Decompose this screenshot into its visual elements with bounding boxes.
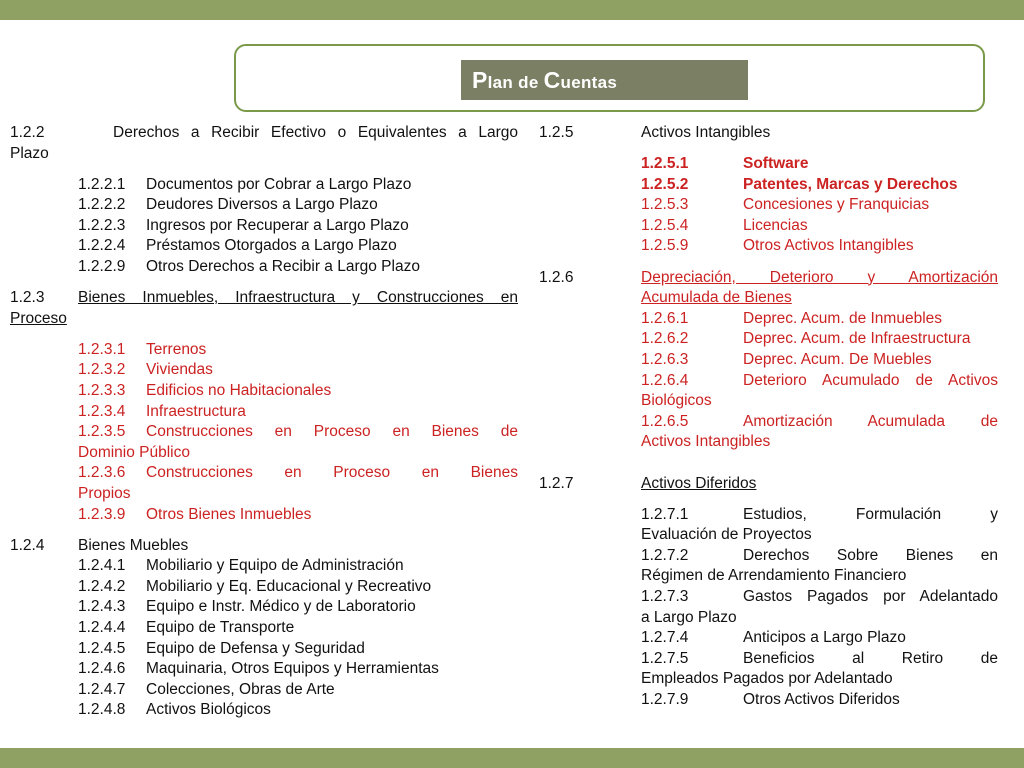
list-item: 1.2.6.3 Deprec. Acum. De Muebles xyxy=(641,350,932,368)
section-1-2-2-heading: 1.2.2 Derechos a Recibir Efectivo o Equivalentes a Largo xyxy=(10,124,518,141)
list-item: 1.2.4.6 Maquinaria, Otros Equipos y Herramientas xyxy=(78,660,439,678)
list-item: 1.2.3.9 Otros Bienes Inmuebles xyxy=(78,505,312,523)
list-item: 1.2.5.3 Concesiones y Franquicias xyxy=(641,196,930,214)
list-item: 1.2.3.3 Edificios no Habitacionales xyxy=(78,382,332,400)
section-1-2-3-heading: 1.2.3 Bienes Inmuebles, Infraestructura y Construcciones en xyxy=(10,289,518,307)
list-item: 1.2.4.1 Mobiliario y Equipo de Administración xyxy=(78,557,404,575)
section-1-2-4-heading: 1.2.4 Bienes Muebles xyxy=(10,536,189,554)
list-item: 1.2.7.3 Gastos Pagados por Adelantado xyxy=(641,587,998,605)
list-item: 1.2.6.5 Amortización Acumulada de xyxy=(641,412,998,430)
list-item: 1.2.5.2 Patentes, Marcas y Derechos xyxy=(641,175,958,193)
list-item: 1.2.4.5 Equipo de Defensa y Seguridad xyxy=(78,639,365,657)
list-item: 1.2.3.6 Construcciones en Proceso en Bienes xyxy=(78,464,518,482)
left-column: 1.2.2 Derechos a Recibir Efectivo o Equivalentes a Largo Plazo 1.2.2.1 Documentos por Cobrar a Largo Plazo 1.2.2.2 Deudores Diversos a Largo Plazo 1.2.2.3 Ingresos por Recuperar a Largo Plazo 1.2.2.4 Préstamos Otorgados a Largo Plazo 1.2.2.9 Otros Derechos a Recibir a Largo Plazo 1.2.3 Bienes Inmuebles, Infraestructura y Construcciones en Proceso 1.2.3.1 Terrenos 1.2.3.2 Viviendas 1.2.3.3 Edificios no Habitacionales 1.2.3.4 Infraestructura 1.2.3.5 Construcciones en Proceso en Bienes de Dominio Público 1.2.3.6 Construcciones en Proceso en Bienes Propios 1.2.3.9 Otros Bienes Inmuebles 1.2.4 Bienes Muebles 1.2.4.1 Mobiliario y Equipo de Administración 1.2.4.2 Mobiliario y Eq. Educacional y Recreativo 1.2.4.3 Equipo e Instr. Médico y de Laboratorio 1.2.4.4 Equipo de Transporte 1.2.4.5 Equipo de Defensa y Seguridad 1.2.4.6 Maquinaria, Otros Equipos y Herramientas 1.2.4.7 Colecciones, Obras de Arte 1.2.4.8 Activos Biológicos xyxy=(10,123,518,721)
list-item: 1.2.7.2 Derechos Sobre Bienes en xyxy=(641,546,998,564)
list-item: 1.2.7.9 Otros Activos Diferidos xyxy=(641,690,900,708)
section-1-2-6-heading: 1.2.6 Depreciación, Deterioro y Amortización xyxy=(539,268,998,286)
list-item: 1.2.7.1 Estudios, Formulación y xyxy=(641,505,998,523)
list-item: 1.2.4.7 Colecciones, Obras de Arte xyxy=(78,680,335,698)
list-item: 1.2.3.5 Construcciones en Proceso en Bienes de xyxy=(78,423,518,441)
list-item: 1.2.6.4 Deterioro Acumulado de Activos xyxy=(641,371,998,389)
page-title: Plan de Cuentas xyxy=(461,60,748,100)
list-item: 1.2.4.4 Equipo de Transporte xyxy=(78,619,295,637)
list-item: 1.2.4.3 Equipo e Instr. Médico y de Laboratorio xyxy=(78,598,416,616)
bottom-band xyxy=(0,748,1024,768)
list-item: 1.2.3.1 Terrenos xyxy=(78,340,207,358)
list-item: 1.2.2.1 Documentos por Cobrar a Largo Plazo xyxy=(78,175,412,193)
list-item: 1.2.2.4 Préstamos Otorgados a Largo Plazo xyxy=(78,237,397,255)
list-item: 1.2.5.9 Otros Activos Intangibles xyxy=(641,237,914,255)
list-item: 1.2.2.2 Deudores Diversos a Largo Plazo xyxy=(78,196,378,214)
list-item: 1.2.4.8 Activos Biológicos xyxy=(78,701,271,719)
list-item: 1.2.5.1 Software xyxy=(641,155,809,173)
list-item: 1.2.2.9 Otros Derechos a Recibir a Largo Plazo xyxy=(78,258,420,276)
list-item: 1.2.5.4 Licencias xyxy=(641,216,808,234)
list-item: 1.2.7.4 Anticipos a Largo Plazo xyxy=(641,629,906,647)
list-item: 1.2.2.3 Ingresos por Recuperar a Largo Plazo xyxy=(78,216,409,234)
top-band xyxy=(0,0,1024,20)
list-item: 1.2.6.1 Deprec. Acum. de Inmuebles xyxy=(641,309,943,327)
section-1-2-5-heading: 1.2.5 Activos Intangibles xyxy=(539,124,771,141)
right-column: 1.2.5 Activos Intangibles 1.2.5.1 Software 1.2.5.2 Patentes, Marcas y Derechos 1.2.5.3 Concesiones y Franquicias 1.2.5.4 Licencias 1.2.5.9 Otros Activos Intangibles 1.2.6 Depreciación, Deterioro y Amortización Acumulada de Bienes 1.2.6.1 Deprec. Acum. de Inmuebles 1.2.6.2 Deprec. Acum. de Infraestructura 1.2.6.3 Deprec. Acum. De Muebles 1.2.6.4 Deterioro Acumulado de Activos Biológicos 1.2.6.5 Amortización Acumulada de Activos Intangibles 1.2.7 Activos Diferidos 1.2.7.1 Estudios, Formulación y Evaluación de Proyectos 1.2.7.2 Derechos Sobre Bienes en Régimen de Arrendamiento Financiero 1.2.7.3 Gastos Pagados por Adelantado a Largo Plazo 1.2.7.4 Anticipos a Largo Plazo 1.2.7.5 Beneficios al Retiro de Empleados Pagados por Adelantado 1.2.7.9 Otros Activos Diferidos xyxy=(539,123,998,711)
list-item: 1.2.7.5 Beneficios al Retiro de xyxy=(641,649,998,667)
list-item: 1.2.4.2 Mobiliario y Eq. Educacional y Recreativo xyxy=(78,577,432,595)
section-1-2-7-heading: 1.2.7 Activos Diferidos xyxy=(539,474,757,492)
list-item: 1.2.3.4 Infraestructura xyxy=(78,402,246,420)
list-item: 1.2.3.2 Viviendas xyxy=(78,361,213,379)
list-item: 1.2.6.2 Deprec. Acum. de Infraestructura xyxy=(641,330,971,348)
